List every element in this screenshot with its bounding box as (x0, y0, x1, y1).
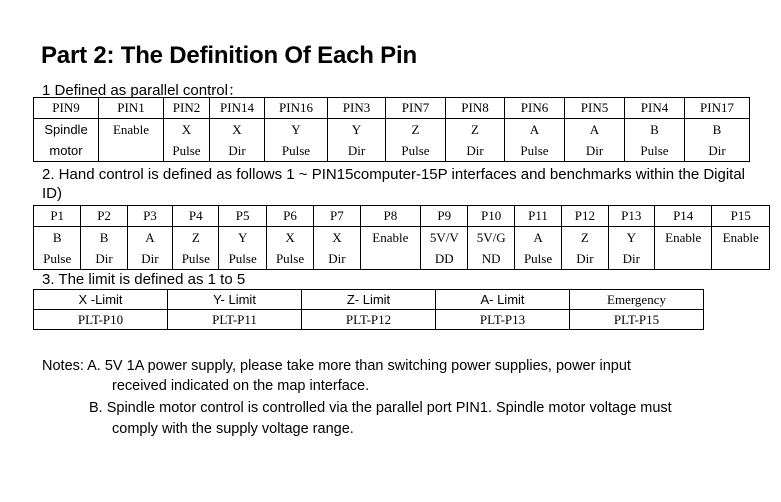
pin-function-cell (712, 227, 770, 270)
pin-function-lines (625, 119, 684, 161)
pin-function-line2: DD (434, 251, 454, 266)
pin-function-line1: Z (411, 122, 420, 137)
pin-function-cell (360, 227, 420, 270)
pin-function-cell (685, 119, 750, 162)
pin-function-line1: X (285, 230, 295, 245)
pin-function-line1: X (181, 122, 192, 137)
pin-function-line2: Dir (585, 143, 604, 158)
section1-heading: 1 Defined as parallel control： (42, 82, 243, 99)
pin-header-cell: P2 (81, 206, 127, 227)
pin-function-cell (164, 119, 210, 162)
pin-function-cell (99, 119, 164, 162)
pin-function-lines (515, 227, 561, 269)
pin-function-line2: Pulse (520, 143, 549, 158)
pin-function-lines (81, 227, 126, 269)
pin-function-line2: Dir (228, 143, 246, 158)
pin-function-line1: Z (191, 230, 200, 245)
pin-function-lines (34, 119, 98, 161)
pin-function-cell (386, 119, 446, 162)
pin-function-line1: Enable (722, 230, 759, 245)
pin-function-cell (210, 119, 265, 162)
limit-header-cell: Emergency (570, 290, 704, 310)
table-header-row (34, 290, 704, 310)
pin-function-line1: B (52, 230, 62, 245)
note-b-line2: comply with the supply voltage range. (112, 421, 354, 437)
pin-function-lines (128, 227, 172, 269)
limit-header-cell: Y- Limit (168, 290, 302, 310)
pin-header-cell: PIN9 (34, 98, 99, 119)
pin-function-line2: Dir (466, 143, 484, 158)
pin-function-line1: A (533, 230, 543, 245)
pin-function-cell (328, 119, 386, 162)
pin-function-line1: Spindle (44, 122, 88, 137)
pin-function-lines (328, 119, 385, 161)
hand-control-table (33, 205, 770, 270)
pin-function-lines (386, 119, 445, 161)
pin-function-line1: Enable (372, 230, 409, 245)
pin-function-line1: Y (291, 122, 301, 137)
pin-header-cell: P11 (514, 206, 561, 227)
pin-function-cell (468, 227, 514, 270)
pin-function-lines (446, 119, 504, 161)
limit-header-cell: Z- Limit (302, 290, 436, 310)
pin-function-line1: Enable (665, 230, 702, 245)
pin-function-line1: Y (351, 122, 362, 137)
table-header-row (34, 206, 770, 227)
pin-header-cell: P13 (608, 206, 654, 227)
section3-heading: 3. The limit is defined as 1 to 5 (42, 271, 246, 288)
pin-function-line1: X (332, 230, 342, 245)
pin-function-lines (421, 227, 467, 269)
pin-function-cell (314, 227, 360, 270)
page-title: Part 2: The Definition Of Each Pin (41, 42, 417, 69)
pin-header-cell: PIN1 (99, 98, 164, 119)
parallel-control-table (33, 97, 750, 162)
pin-function-line2: Dir (141, 251, 159, 266)
note-a-line1: Notes: A. 5V 1A power supply, please take more than switching power supplies, power input (42, 358, 631, 374)
pin-header-cell: P6 (266, 206, 313, 227)
pin-function-line1: B (712, 122, 722, 137)
pin-function-line2: Pulse (181, 251, 210, 266)
pin-function-lines (314, 227, 359, 269)
pin-function-line1: Y (626, 230, 636, 245)
pin-function-line1: Y (237, 230, 248, 245)
pin-header-cell: P14 (654, 206, 711, 227)
table-header-row (34, 98, 750, 119)
pin-function-line2: Dir (708, 143, 726, 158)
table-row (34, 227, 770, 270)
pin-header-cell: PIN5 (565, 98, 625, 119)
pin-function-lines (99, 119, 163, 161)
pin-function-lines (712, 227, 769, 269)
pin-function-lines (468, 227, 513, 269)
pin-header-cell: P7 (314, 206, 360, 227)
pin-header-cell: PIN16 (265, 98, 328, 119)
limit-value-cell: PLT-P15 (570, 310, 704, 330)
pin-function-line2: motor (49, 143, 83, 158)
pin-function-lines (609, 227, 654, 269)
pin-function-cell (173, 227, 219, 270)
pin-function-line2: ND (481, 251, 501, 266)
pin-header-cell: P1 (34, 206, 81, 227)
pin-function-lines (565, 119, 624, 161)
pin-function-cell (34, 119, 99, 162)
pin-header-cell: P12 (562, 206, 608, 227)
pin-function-cell (34, 227, 81, 270)
limit-value-cell: PLT-P11 (168, 310, 302, 330)
pin-function-line2: Dir (347, 143, 366, 158)
limit-value-cell: PLT-P10 (34, 310, 168, 330)
pin-header-cell: P10 (468, 206, 514, 227)
pin-header-cell: P5 (219, 206, 266, 227)
table-row (34, 310, 704, 330)
limit-table (33, 289, 704, 330)
section2-heading: 2. Hand control is defined as follows 1 ~ PIN15computer-15P interfaces and benchmarks within the Digital ID) (42, 166, 746, 202)
pin-function-line2: Dir (622, 251, 640, 266)
pin-function-cell (219, 227, 266, 270)
pin-function-line2: Pulse (640, 143, 669, 158)
pin-function-lines (505, 119, 564, 161)
pin-function-line2: Pulse (43, 251, 72, 266)
limit-value-cell: PLT-P12 (302, 310, 436, 330)
pin-function-cell (421, 227, 468, 270)
pin-function-cell (625, 119, 685, 162)
pin-function-line2: Pulse (172, 143, 201, 158)
pin-function-cell (608, 227, 654, 270)
pin-function-cell (514, 227, 561, 270)
pin-header-cell: PIN14 (210, 98, 265, 119)
pin-function-cell (505, 119, 565, 162)
pin-function-line1: B (99, 230, 109, 245)
pin-function-lines (34, 227, 80, 269)
pin-function-line1: 5V/G (476, 230, 506, 245)
pin-function-cell (562, 227, 608, 270)
pin-function-line2: Pulse (401, 143, 430, 158)
table-row (34, 119, 750, 162)
pin-function-lines (562, 227, 607, 269)
limit-header-cell: A- Limit (436, 290, 570, 310)
pin-function-line1: B (650, 122, 659, 137)
pin-function-cell (127, 227, 172, 270)
pin-function-line1: Enable (112, 122, 150, 137)
pin-function-line2: Pulse (228, 251, 257, 266)
pin-function-line1: A (589, 122, 600, 137)
pin-function-lines (173, 227, 218, 269)
pin-function-cell (81, 227, 127, 270)
pin-header-cell: PIN2 (164, 98, 210, 119)
limit-value-cell: PLT-P13 (436, 310, 570, 330)
pin-header-cell: PIN7 (386, 98, 446, 119)
pin-header-cell: PIN4 (625, 98, 685, 119)
pin-function-line1: Z (580, 230, 589, 245)
note-a-line2: received indicated on the map interface. (112, 378, 370, 394)
pin-header-cell: P8 (360, 206, 420, 227)
pin-function-cell (565, 119, 625, 162)
pin-function-lines (685, 119, 749, 161)
pin-function-line2: Pulse (275, 251, 305, 266)
pin-function-cell (266, 227, 313, 270)
pin-function-lines (361, 227, 420, 269)
pin-function-lines (164, 119, 209, 161)
pin-function-cell (265, 119, 328, 162)
pin-header-cell: P15 (712, 206, 770, 227)
pin-header-cell: PIN3 (328, 98, 386, 119)
pin-function-line2: Pulse (523, 251, 553, 266)
pin-function-line1: 5V/V (429, 230, 459, 245)
pin-function-line2: Dir (576, 251, 594, 266)
limit-header-cell: X -Limit (34, 290, 168, 310)
pin-header-cell: PIN6 (505, 98, 565, 119)
note-b-line1: B. Spindle motor control is controlled via the parallel port PIN1. Spindle motor voltage must (89, 400, 672, 416)
pin-function-line1: A (145, 230, 155, 245)
pin-header-cell: PIN8 (446, 98, 505, 119)
pin-function-lines (219, 227, 265, 269)
pin-function-line2: Pulse (281, 143, 311, 158)
pin-function-line2: Dir (328, 251, 346, 266)
pin-function-line1: A (529, 122, 540, 137)
pin-function-cell (654, 227, 711, 270)
pin-header-cell: PIN17 (685, 98, 750, 119)
pin-header-cell: P9 (421, 206, 468, 227)
pin-function-cell (446, 119, 505, 162)
pin-function-lines (210, 119, 264, 161)
pin-function-lines (267, 227, 313, 269)
pin-function-lines (655, 227, 711, 269)
pin-header-cell: P3 (127, 206, 172, 227)
pin-function-lines (265, 119, 327, 161)
pin-header-cell: P4 (173, 206, 219, 227)
pin-function-line1: Z (471, 122, 479, 137)
pin-function-line2: Dir (95, 251, 113, 266)
pin-function-line1: X (232, 122, 242, 137)
